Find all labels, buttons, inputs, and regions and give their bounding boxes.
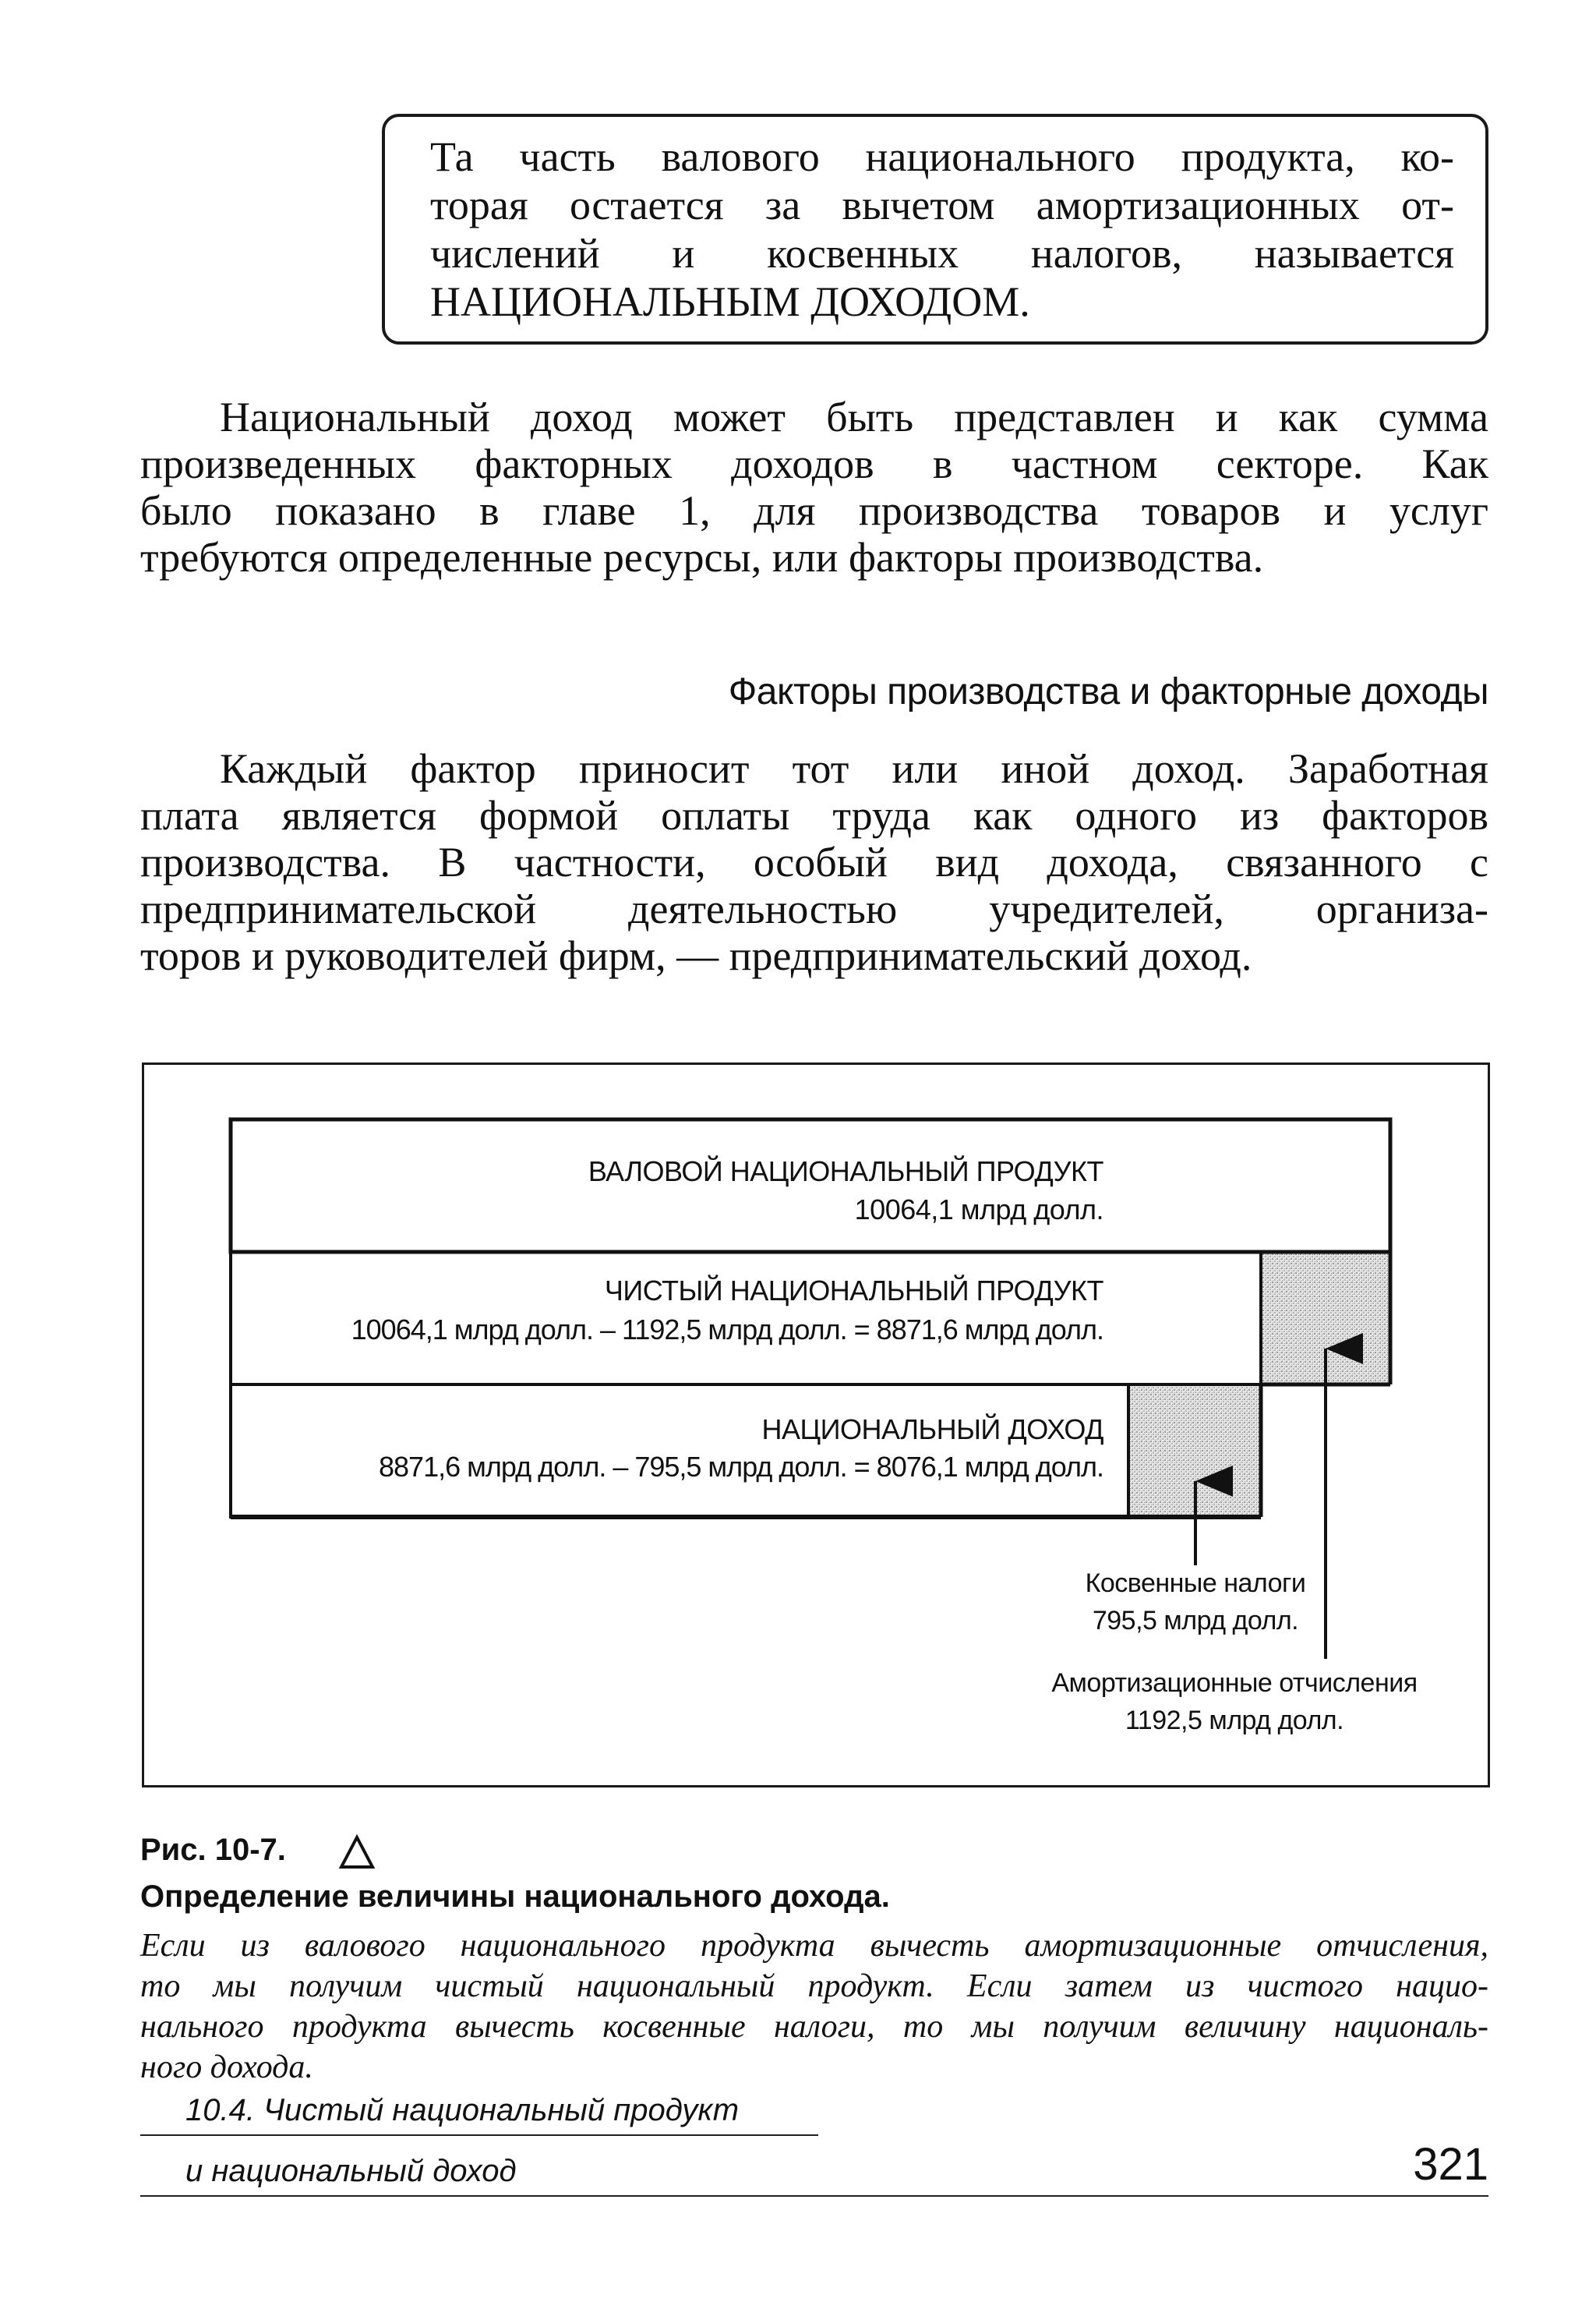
figure-caption bbox=[140, 1925, 1488, 2088]
paragraph-line: предпринимательской деятельностью учредителей, организа- bbox=[140, 886, 1488, 932]
figure-label: Рис. 10-7. bbox=[140, 1833, 286, 1867]
running-footer-title: 10.4. Чистый национальный продукт bbox=[185, 2093, 740, 2127]
paragraph-line: было показано в главе 1, для производства товаров и услуг bbox=[140, 487, 1488, 534]
definition-line: числений и косвенных налогов, называется bbox=[430, 230, 1454, 277]
caption-line: Если из валового национального продукта вычесть амортизационные отчисления, bbox=[140, 1928, 1488, 1964]
ni-title: НАЦИОНАЛЬНЫЙ ДОХОД bbox=[761, 1413, 1103, 1445]
footer-rule bbox=[140, 2134, 818, 2136]
caption-line: то мы получим чистый национальный продукт. Если затем из чистого нацио- bbox=[140, 1968, 1488, 2004]
paragraph-line: торов и руководителей фирм, — предпринимательский доход. bbox=[140, 932, 1252, 979]
gnp-value: 10064,1 млрд долл. bbox=[854, 1193, 1103, 1225]
paragraph-line: Каждый фактор приносит тот или иной доход. Заработная bbox=[220, 745, 1488, 792]
depreciation-label: Амортизационные отчисления bbox=[1051, 1668, 1418, 1698]
paragraph-line: требуются определенные ресурсы, или факторы производства. bbox=[140, 534, 1264, 581]
nnp-title: ЧИСТЫЙ НАЦИОНАЛЬНЫЙ ПРОДУКТ bbox=[604, 1275, 1103, 1307]
running-footer-subtitle: и национальный доход bbox=[185, 2154, 517, 2188]
paragraph-line: производства. В частности, особый вид дохода, связанного с bbox=[140, 839, 1488, 886]
gnp-title: ВАЛОВОЙ НАЦИОНАЛЬНЫЙ ПРОДУКТ bbox=[588, 1155, 1103, 1187]
page-number: 321 bbox=[1413, 2139, 1488, 2190]
definition-line: Та часть валового национального продукта, ко- bbox=[430, 133, 1454, 180]
section-heading: Факторы производства и факторные доходы bbox=[728, 671, 1488, 712]
paragraph-line: Национальный доход может быть представлен и как сумма bbox=[220, 394, 1488, 440]
triangle-icon bbox=[341, 1837, 373, 1867]
paragraph-line: плата является формой оплаты труда как одного из факторов bbox=[140, 792, 1488, 839]
ni-formula: 8871,6 млрд долл. – 795,5 млрд долл. = 8076,1 млрд долл. bbox=[379, 1451, 1103, 1483]
indirect-taxes-label: Косвенные налоги bbox=[1085, 1568, 1306, 1598]
paragraph-line: произведенных факторных доходов в частном секторе. Как bbox=[140, 440, 1488, 487]
caption-line: нального продукта вычесть косвенные налоги, то мы получим величину националь- bbox=[140, 2009, 1488, 2045]
figure-title: Определение величины национального дохода. bbox=[140, 1879, 890, 1914]
depreciation-value: 1192,5 млрд долл. bbox=[1125, 1706, 1344, 1735]
footer-rule bbox=[140, 2195, 1488, 2197]
definition-line: торая остается за вычетом амортизационных от- bbox=[430, 182, 1454, 228]
caption-line: ного дохода. bbox=[140, 2049, 313, 2085]
nnp-formula: 10064,1 млрд долл. – 1192,5 млрд долл. = 8871,6 млрд долл. bbox=[351, 1314, 1103, 1345]
definition-line: НАЦИОНАЛЬНЫМ ДОХОДОМ. bbox=[430, 278, 1030, 325]
indirect-taxes-value: 795,5 млрд долл. bbox=[1092, 1606, 1299, 1635]
